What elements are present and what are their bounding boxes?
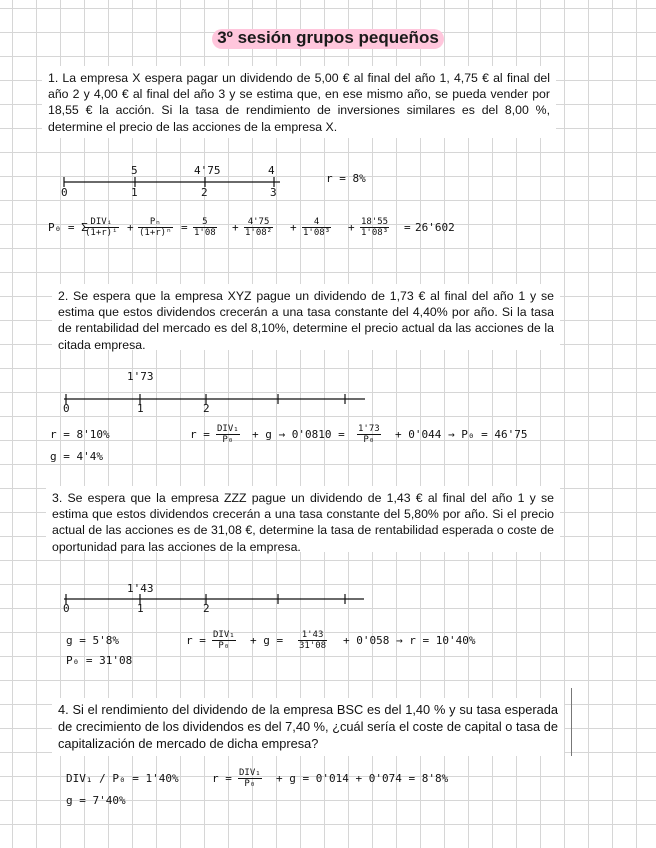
problem-1-fraction-1: DIVᵢ (1+r)ⁱ <box>85 217 118 238</box>
problem-1-fraction-3: $\frac{5}{1'08}$ <box>194 217 216 238</box>
problem-2-given-g: g = 4'4% <box>50 450 103 463</box>
timeline-2-tick-2: 2 <box>203 402 210 415</box>
problem-2-formula-lhs: r = <box>190 428 210 441</box>
problem-4-statement: 4. Si el rendimiento del dividendo de la empresa BSC es del 1,40 % y su tasa esperada de crecimiento de los dividendos es del 7,40 %, ¿cuál sería el coste de capital o tasa de capitalización de mercado de dicha empresa? <box>52 698 564 756</box>
problem-3-result: + 0'058 → r = 10'40% <box>343 634 476 647</box>
page-title: 3º sesión grupos pequeños <box>212 26 444 50</box>
problem-1-fraction-2: $\frac{\text{Pₙ}}{\text{(1+r)ⁿ}}$ <box>139 217 172 238</box>
problem-2-result: + 0'044 → P₀ = 46'75 <box>395 428 528 441</box>
problem-4-result: + g = 0'014 + 0'074 = 8'8% <box>276 772 449 785</box>
problem-2-fraction-2: $\frac{1'73}{\text{P₀}}$ <box>358 424 380 445</box>
timeline-3-tick-0: 0 <box>63 602 70 615</box>
problem-4-fraction-1: DIV₁ P₀ <box>239 768 261 789</box>
problem-2-given-r: r = 8'10% <box>50 428 110 441</box>
timeline-2-cashflow-1: 1'73 <box>127 370 154 383</box>
timeline-1-cashflow-1: 5 <box>131 164 138 177</box>
problem-1-formula-lhs: P₀ = Σ <box>48 221 88 234</box>
problem-2-fraction-1: DIV₁ P₀ <box>217 424 239 445</box>
timeline-2-tick-1: 1 <box>137 402 144 415</box>
timeline-1-tick-3: 3 <box>270 186 277 199</box>
problem-4-given-g: g = 7'40% <box>66 794 126 807</box>
problem-3-statement: 3. Se espera que la empresa ZZZ pague un dividendo de 1,43 € al final del año 1 y se estima que estos dividendos crecerán a una tasa constante del 5,80% por año. Si el precio actual de las acciones es de 31,08 €, determine la tasa de rentabilidad esperada o coste de oportunidad para las acciones de la empresa. <box>46 486 560 552</box>
problem-3-fraction-1: DIV₁ P₀ <box>213 630 235 651</box>
problem-1-fraction-4: $\frac{4'75}{\text{1'08²}}$ <box>245 217 273 238</box>
timeline-2-tick-0: 0 <box>63 402 70 415</box>
problem-2-statement: 2. Se espera que la empresa XYZ pague un dividendo de 1,73 € al final del año 1 y se estima que estos dividendos crecerán a una tasa constante del 4,40% por año. Si la tasa de rentabilidad del mercado es del 8,10%, determine el precio actual da las acciones de la citada empresa. <box>52 284 560 350</box>
timeline-3-tick-1: 1 <box>137 602 144 615</box>
timeline-3-cashflow-1: 1'43 <box>127 582 154 595</box>
problem-1-fraction-5: $\frac{4}{\text{1'08³}}$ <box>303 217 331 238</box>
problem-1-fraction-6: $\frac{18'55}{\text{1'08³}}$ <box>361 217 389 238</box>
timeline-3-tick-2: 2 <box>203 602 210 615</box>
problem-3-given-p0: P₀ = 31'08 <box>66 654 133 667</box>
timeline-1-cashflow-2: 4'75 <box>194 164 221 177</box>
timeline-1-tick-1: 1 <box>131 186 138 199</box>
timeline-1-tick-2: 2 <box>201 186 208 199</box>
problem-1-rate-note: r = 8% <box>326 172 366 185</box>
problem-3-fraction-2: $\frac{1'43}{31'08}$ <box>299 630 327 651</box>
problem-4-formula-lhs: r = <box>212 772 232 785</box>
problem-1-statement: 1. La empresa X espera pagar un dividendo de 5,00 € al final del año 1, 4,75 € al final del año 2 y 4,00 € al final del año 3 y se estima que, en ese mismo año, se pueda vender por 18,55 € la acción. Si la tasa de rendimiento de inversiones similares es del 8,00 %, determine el precio de las acciones de la empresa X. <box>42 66 556 138</box>
problem-3-formula-lhs: r = <box>186 634 206 647</box>
problem-1-result: 26'602 <box>415 221 455 234</box>
problem-4-given-yield: DIV₁ / P₀ = 1'40% <box>66 772 179 785</box>
margin-line <box>571 688 572 756</box>
timeline-1-cashflow-3: 4 <box>268 164 275 177</box>
problem-3-given-g: g = 5'8% <box>66 634 119 647</box>
timeline-1-tick-0: 0 <box>61 186 68 199</box>
